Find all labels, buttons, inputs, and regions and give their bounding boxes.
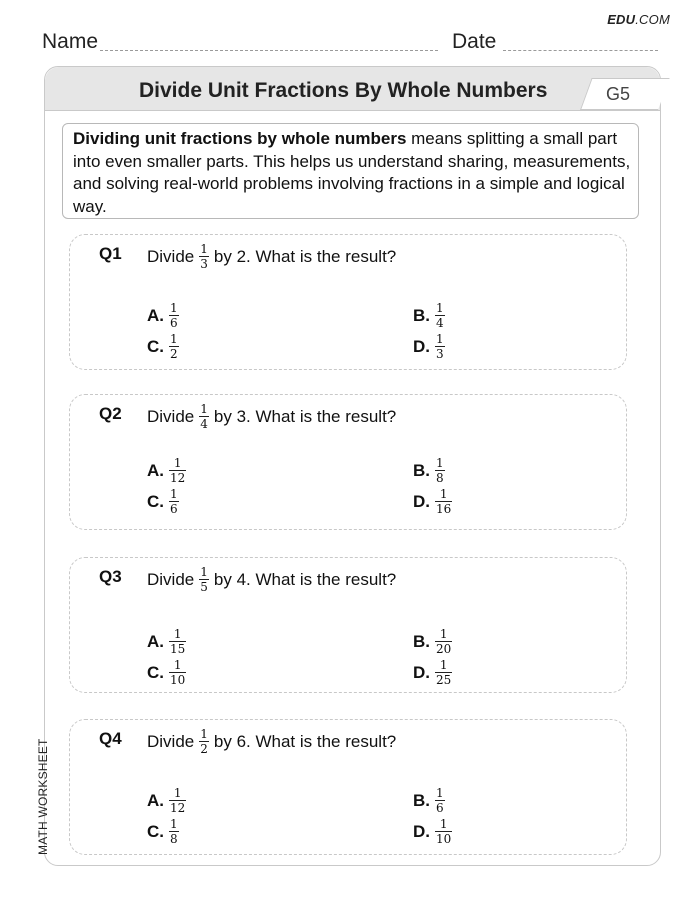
question-pre: Divide [147, 569, 195, 589]
option-numerator: 1 [170, 301, 178, 315]
question-card [69, 234, 627, 370]
option-fraction [169, 488, 179, 515]
fraction-denominator: 2 [200, 742, 208, 756]
question-pre: Divide [147, 731, 195, 751]
option-fraction [169, 818, 179, 845]
option-numerator: 1 [436, 332, 444, 346]
option-c[interactable] [147, 659, 186, 686]
option-b[interactable] [413, 457, 445, 484]
fraction-numerator: 1 [200, 402, 208, 416]
option-label: D. [413, 821, 430, 841]
intro-bold: Dividing unit fractions by whole numbers [73, 129, 407, 148]
question-text [147, 566, 396, 593]
option-label: C. [147, 821, 164, 841]
option-a[interactable] [147, 302, 179, 329]
option-denominator: 12 [170, 801, 186, 815]
option-label: A. [147, 305, 164, 325]
question-card [69, 557, 627, 693]
option-numerator: 1 [439, 627, 448, 641]
option-denominator: 2 [170, 347, 178, 361]
option-numerator: 1 [173, 658, 182, 672]
option-label: A. [147, 790, 164, 810]
option-numerator: 1 [439, 817, 448, 831]
option-a[interactable] [147, 628, 186, 655]
option-denominator: 4 [436, 316, 444, 330]
option-label: B. [413, 790, 430, 810]
option-b[interactable] [413, 628, 452, 655]
option-numerator: 1 [436, 456, 444, 470]
grade-label: G5 [606, 84, 631, 104]
question-number: Q4 [99, 729, 122, 748]
brand-logo-bold: EDU [607, 12, 636, 27]
option-label: D. [413, 491, 430, 511]
worksheet-title: Divide Unit Fractions By Whole Numbers [139, 79, 548, 102]
question-post: by 4. What is the result? [213, 569, 397, 589]
option-label: C. [147, 662, 164, 682]
option-fraction [169, 628, 186, 655]
option-numerator: 1 [170, 332, 178, 346]
option-numerator: 1 [173, 786, 182, 800]
option-fraction [169, 302, 179, 329]
option-a[interactable] [147, 457, 186, 484]
option-denominator: 25 [436, 673, 452, 687]
option-fraction [435, 302, 445, 329]
option-d[interactable] [413, 818, 452, 845]
question-fraction [199, 566, 209, 593]
question-pre: Divide [147, 406, 195, 426]
option-denominator: 6 [170, 316, 178, 330]
question-text [147, 403, 396, 430]
option-denominator: 10 [170, 673, 186, 687]
option-numerator: 1 [170, 817, 178, 831]
worksheet-panel [44, 66, 661, 866]
brand-logo-suffix: .COM [635, 12, 670, 27]
question-post: by 3. What is the result? [213, 406, 397, 426]
option-fraction [435, 488, 452, 515]
option-label: D. [413, 662, 430, 682]
fraction-denominator: 4 [200, 417, 208, 431]
option-label: D. [413, 336, 430, 356]
option-denominator: 12 [170, 471, 186, 485]
option-label: A. [147, 631, 164, 651]
option-fraction [169, 659, 186, 686]
question-pre: Divide [147, 246, 195, 266]
name-label: Name [42, 30, 99, 53]
option-fraction [435, 659, 452, 686]
option-fraction [435, 457, 445, 484]
question-fraction [199, 243, 209, 270]
option-denominator: 6 [170, 502, 178, 516]
option-fraction [435, 787, 445, 814]
side-label: MATH WORKSHEET [36, 738, 50, 855]
date-label: Date [452, 30, 497, 53]
option-fraction [435, 818, 452, 845]
option-numerator: 1 [436, 786, 444, 800]
fraction-denominator: 3 [200, 257, 208, 271]
fraction-numerator: 1 [200, 727, 208, 741]
option-fraction [435, 333, 445, 360]
option-denominator: 20 [436, 642, 452, 656]
option-numerator: 1 [173, 627, 182, 641]
fraction-denominator: 5 [200, 580, 208, 594]
option-b[interactable] [413, 302, 445, 329]
question-text [147, 728, 396, 755]
question-card [69, 719, 627, 855]
name-line[interactable] [100, 50, 438, 51]
option-label: C. [147, 336, 164, 356]
option-label: B. [413, 460, 430, 480]
option-c[interactable] [147, 488, 179, 515]
option-numerator: 1 [436, 301, 444, 315]
question-number: Q1 [99, 244, 122, 263]
question-number: Q2 [99, 404, 122, 423]
question-fraction [199, 403, 209, 430]
option-d[interactable] [413, 333, 445, 360]
option-label: B. [413, 305, 430, 325]
intro-box [62, 123, 639, 219]
option-label: A. [147, 460, 164, 480]
brand-logo [607, 12, 670, 27]
question-number: Q3 [99, 567, 122, 586]
question-fraction [199, 728, 209, 755]
option-denominator: 8 [436, 471, 444, 485]
option-denominator: 6 [436, 801, 444, 815]
option-b[interactable] [413, 787, 445, 814]
option-numerator: 1 [170, 487, 178, 501]
fraction-numerator: 1 [200, 242, 208, 256]
option-label: C. [147, 491, 164, 511]
question-card [69, 394, 627, 530]
option-denominator: 8 [170, 832, 178, 846]
option-c[interactable] [147, 818, 179, 845]
question-post: by 6. What is the result? [213, 731, 397, 751]
option-c[interactable] [147, 333, 179, 360]
question-text [147, 243, 396, 270]
fraction-numerator: 1 [200, 565, 208, 579]
option-denominator: 3 [436, 347, 444, 361]
option-a[interactable] [147, 787, 186, 814]
option-d[interactable] [413, 488, 452, 515]
option-fraction [169, 787, 186, 814]
option-denominator: 10 [436, 832, 452, 846]
option-fraction [169, 457, 186, 484]
option-fraction [435, 628, 452, 655]
option-fraction [169, 333, 179, 360]
intro-text: means splitting a small part into even smaller parts. This helps us understand sharing, measurements, and solving real-world problems involving fractions in a simple and logical way. [73, 129, 631, 216]
date-line[interactable] [503, 50, 658, 51]
option-label: B. [413, 631, 430, 651]
option-denominator: 15 [170, 642, 186, 656]
option-d[interactable] [413, 659, 452, 686]
option-denominator: 16 [436, 502, 452, 516]
option-numerator: 1 [439, 487, 448, 501]
option-numerator: 1 [439, 658, 448, 672]
question-post: by 2. What is the result? [213, 246, 397, 266]
option-numerator: 1 [173, 456, 182, 470]
